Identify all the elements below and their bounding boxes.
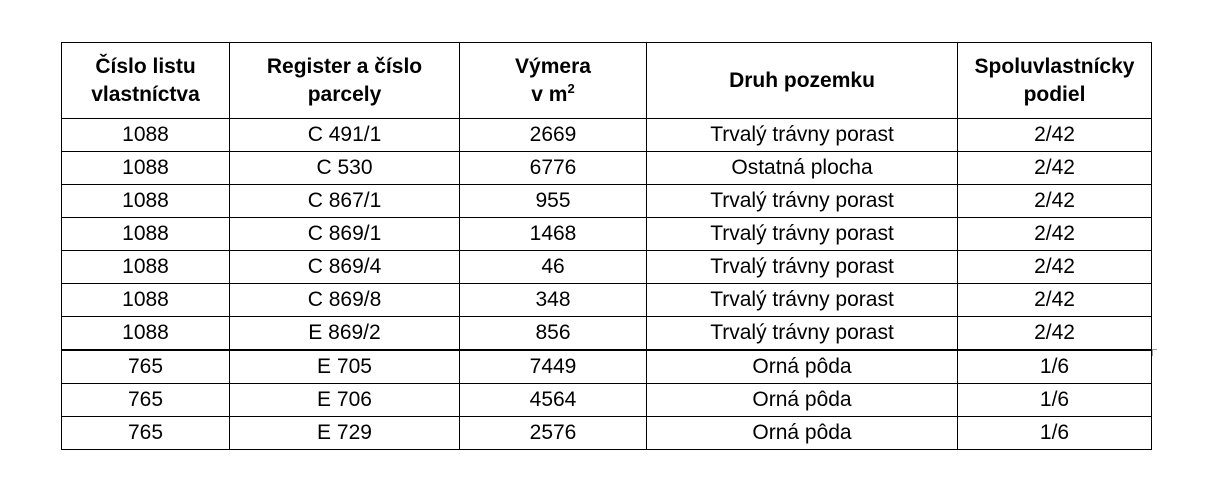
ownership-table-container bbox=[61, 42, 1152, 450]
cell-land-type: Trvalý trávny porast bbox=[647, 185, 958, 218]
cell-area: 955 bbox=[460, 185, 647, 218]
header-area: Výmera v $m^2$ bbox=[460, 43, 647, 119]
table-header-row bbox=[62, 43, 1152, 119]
table-row bbox=[62, 384, 1152, 417]
cell-register-parcel: C 869/4 bbox=[230, 251, 460, 284]
cell-area: 1468 bbox=[460, 218, 647, 251]
ownership-table bbox=[61, 42, 1152, 450]
cell-land-type: Trvalý trávny porast bbox=[647, 284, 958, 317]
cell-area: 46 bbox=[460, 251, 647, 284]
cell-share: 2/42 bbox=[958, 119, 1152, 152]
cell-sheet-number: 1088 bbox=[62, 218, 230, 251]
cell-sheet-number: 1088 bbox=[62, 152, 230, 185]
table-row bbox=[62, 218, 1152, 251]
cell-sheet-number: 1088 bbox=[62, 251, 230, 284]
table-row bbox=[62, 119, 1152, 152]
table-row bbox=[62, 251, 1152, 284]
header-land-type: Druh pozemku bbox=[647, 43, 958, 119]
cell-sheet-number: 765 bbox=[62, 384, 230, 417]
table-row bbox=[62, 350, 1152, 384]
cell-sheet-number: 1088 bbox=[62, 284, 230, 317]
table-row bbox=[62, 185, 1152, 218]
table-row bbox=[62, 317, 1152, 351]
cell-area: 856 bbox=[460, 317, 647, 351]
table-row bbox=[62, 152, 1152, 185]
cell-share: 1/6 bbox=[958, 417, 1152, 450]
cell-area: 6776 bbox=[460, 152, 647, 185]
header-sheet-number: Číslo listu vlastníctva bbox=[62, 43, 230, 119]
cell-share: 2/42 bbox=[958, 152, 1152, 185]
cell-register-parcel: C 491/1 bbox=[230, 119, 460, 152]
cell-sheet-number: 1088 bbox=[62, 119, 230, 152]
cell-share: 2/42 bbox=[958, 185, 1152, 218]
cell-land-type: Trvalý trávny porast bbox=[647, 119, 958, 152]
table-row bbox=[62, 284, 1152, 317]
cell-area: 2576 bbox=[460, 417, 647, 450]
cell-share: 1/6 bbox=[958, 384, 1152, 417]
cell-register-parcel: C 867/1 bbox=[230, 185, 460, 218]
header-area-superscript: 2 bbox=[567, 80, 575, 96]
cell-sheet-number: 1088 bbox=[62, 185, 230, 218]
cell-land-type: Trvalý trávny porast bbox=[647, 317, 958, 351]
header-register-parcel: Register a číslo parcely bbox=[230, 43, 460, 119]
cell-land-type: Trvalý trávny porast bbox=[647, 218, 958, 251]
cell-land-type: Orná pôda bbox=[647, 384, 958, 417]
cell-sheet-number: 765 bbox=[62, 417, 230, 450]
cell-share: 1/6 bbox=[958, 350, 1152, 384]
table-row bbox=[62, 417, 1152, 450]
header-co-ownership-share: Spoluvlastnícky podiel bbox=[958, 43, 1152, 119]
cell-share: 2/42 bbox=[958, 251, 1152, 284]
cell-area: 7449 bbox=[460, 350, 647, 384]
cell-register-parcel: C 869/8 bbox=[230, 284, 460, 317]
cell-register-parcel: E 869/2 bbox=[230, 317, 460, 351]
cell-area: 348 bbox=[460, 284, 647, 317]
cell-share: 2/42 bbox=[958, 284, 1152, 317]
cell-area: 2669 bbox=[460, 119, 647, 152]
cell-sheet-number: 765 bbox=[62, 350, 230, 384]
cell-share: 2/42 bbox=[958, 218, 1152, 251]
cell-area: 4564 bbox=[460, 384, 647, 417]
cell-land-type: Orná pôda bbox=[647, 417, 958, 450]
cell-register-parcel: C 530 bbox=[230, 152, 460, 185]
cell-sheet-number: 1088 bbox=[62, 317, 230, 351]
cell-land-type: Trvalý trávny porast bbox=[647, 251, 958, 284]
cell-share: 2/42 bbox=[958, 317, 1152, 351]
cell-land-type: Ostatná plocha bbox=[647, 152, 958, 185]
cell-register-parcel: E 729 bbox=[230, 417, 460, 450]
cell-register-parcel: E 706 bbox=[230, 384, 460, 417]
cell-register-parcel: E 705 bbox=[230, 350, 460, 384]
cell-land-type: Orná pôda bbox=[647, 350, 958, 384]
cell-register-parcel: C 869/1 bbox=[230, 218, 460, 251]
table-edge-mark bbox=[1152, 349, 1157, 356]
